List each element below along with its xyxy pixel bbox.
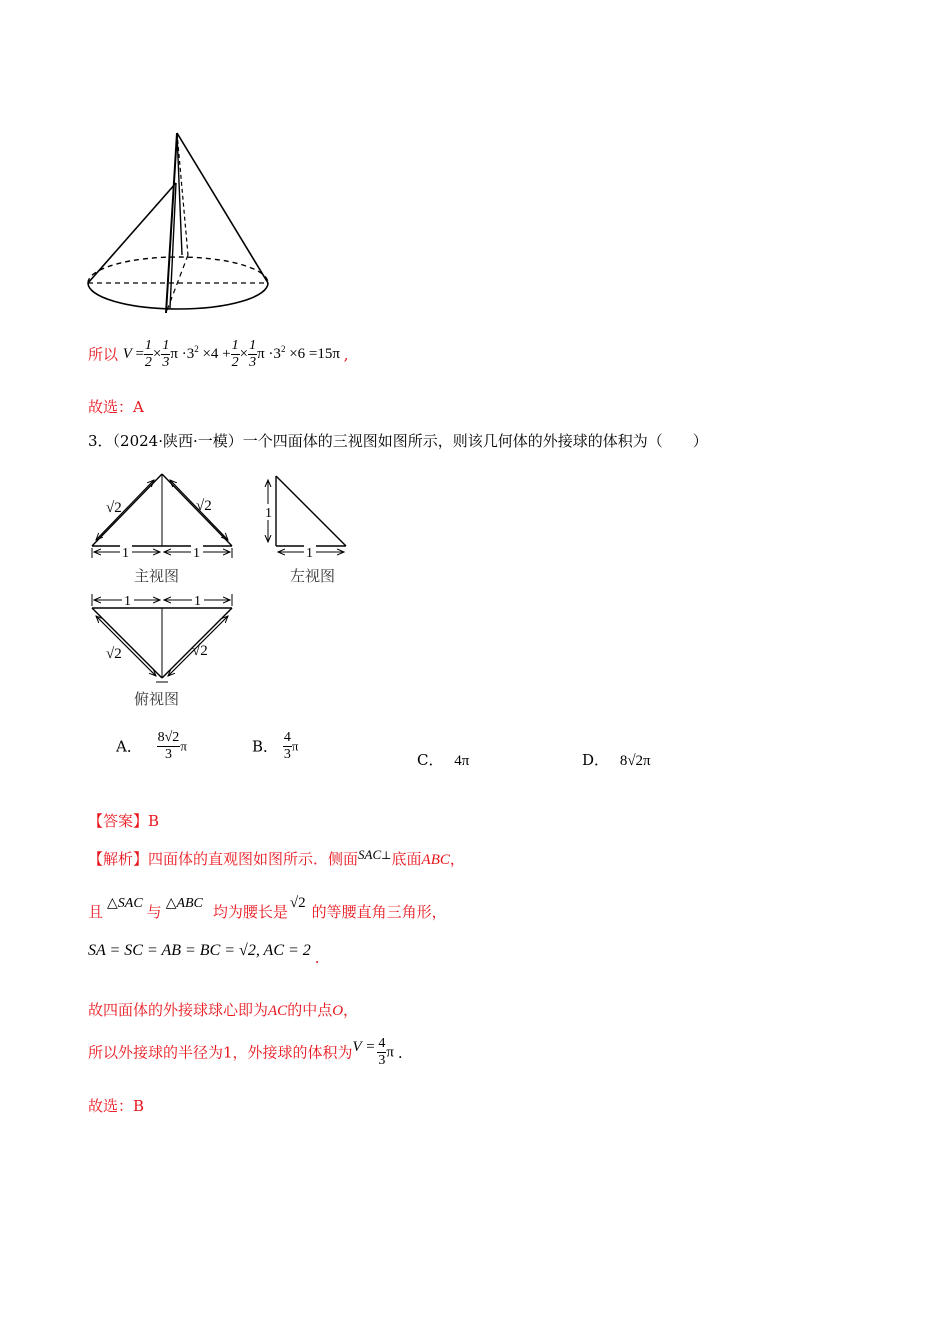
top-view <box>92 593 232 708</box>
option-a[interactable] <box>116 730 187 770</box>
cone-inner-solid <box>177 133 182 255</box>
question-text: 一个四面体的三视图如图所示，则该几何体的外接球的体积为（ ） <box>242 432 708 450</box>
analysis-line-5 <box>88 1036 403 1076</box>
top-sqrt2-right: √2 <box>192 643 208 659</box>
volume-formula <box>122 338 344 370</box>
option-b[interactable] <box>252 730 298 770</box>
question-source: （2024·陕西·一模） <box>112 432 243 450</box>
option-a-letter: A． <box>116 737 142 756</box>
option-b-pi: π <box>291 738 299 754</box>
half-cone-left-edge <box>88 183 176 283</box>
answer-value: B <box>148 812 160 830</box>
analysis-l5-pi: π <box>386 1044 394 1061</box>
option-a-pi: π <box>180 738 187 754</box>
front-sqrt2-right: √2 <box>196 498 212 514</box>
analysis-l1-text2: 底面 <box>391 850 422 868</box>
left-view <box>263 476 346 585</box>
option-d-letter: D． <box>582 751 610 769</box>
question-number: 3． <box>88 432 113 450</box>
analysis-l2-sqrt2: √2 <box>289 895 306 911</box>
analysis-l4-comma: ， <box>343 1001 359 1019</box>
analysis-label: 【解析】 <box>88 850 149 868</box>
left-view-caption: 左视图 <box>290 569 336 585</box>
analysis-l1-comma: ， <box>449 850 465 868</box>
option-b-frac <box>283 730 292 763</box>
analysis-l2-and: 且 <box>88 903 104 921</box>
cone-base-front <box>88 283 268 309</box>
option-c[interactable] <box>417 750 469 771</box>
option-d-text: 8√2π <box>619 753 651 769</box>
analysis-l5-num: 4 <box>378 1036 386 1051</box>
prev-choose: 故选：A <box>88 398 144 416</box>
three-views-figure <box>82 468 362 713</box>
front-len-1-right: 1 <box>193 546 200 561</box>
analysis-l3-period: . <box>314 949 320 967</box>
cone-figure <box>84 128 274 318</box>
answer-line <box>88 811 159 831</box>
analysis-l5-frac <box>377 1036 386 1069</box>
top-view-caption: 俯视图 <box>134 692 180 708</box>
analysis-l5-v: V = <box>352 1038 376 1055</box>
option-b-num: 4 <box>283 730 291 745</box>
analysis-l1-sac: SAC <box>358 847 382 862</box>
analysis-l2-with: 与 <box>146 903 162 921</box>
analysis-line-3 <box>88 940 320 968</box>
top-len-1-right: 1 <box>194 594 201 609</box>
front-view <box>92 474 232 585</box>
cone-inner-dashed <box>177 133 188 255</box>
analysis-l4-o: O <box>332 1003 344 1019</box>
analysis-l2-text: 均为腰长是 <box>212 903 288 921</box>
front-sqrt2-left: √2 <box>106 500 122 516</box>
analysis-l4-text2: 的中点 <box>287 1001 333 1019</box>
answer-label: 【答案】 <box>88 812 149 830</box>
option-a-den: 3 <box>164 747 172 762</box>
option-a-frac <box>157 730 181 763</box>
volume-suffix: , <box>343 345 349 364</box>
analysis-l2-text2: 的等腰直角三角形， <box>311 903 447 921</box>
analysis-l2-tri-sac: △SAC <box>107 896 143 911</box>
analysis-l5-period: . <box>397 1043 403 1062</box>
question-3-stem <box>88 431 708 451</box>
option-a-num: 8√2 <box>157 730 180 745</box>
analysis-l1-abc: ABC <box>421 852 450 868</box>
left-len-1-vertical: 1 <box>265 506 272 521</box>
top-len-1-left: 1 <box>124 594 131 609</box>
analysis-l1-text: 四面体的直观图如图所示．侧面 <box>148 850 359 868</box>
left-len-1-horizontal: 1 <box>306 546 313 561</box>
volume-formula-text <box>0 0 1 1</box>
analysis-l4-text: 故四面体的外接球球心即为 <box>88 1001 269 1019</box>
front-view-caption: 主视图 <box>134 569 180 585</box>
top-sqrt2-left: √2 <box>106 646 122 662</box>
analysis-l5-den: 3 <box>378 1053 386 1068</box>
volume-line <box>88 338 348 378</box>
analysis-l3-equation: SA = SC = AB = BC = √2, AC = 2 <box>88 942 311 959</box>
analysis-line-1 <box>88 845 465 870</box>
option-d[interactable] <box>582 750 651 771</box>
analysis-choose: 故选：B <box>88 1097 145 1115</box>
option-c-text: 4π <box>454 753 470 769</box>
option-c-letter: C． <box>417 751 444 769</box>
analysis-l1-perp: ⊥ <box>381 849 392 862</box>
analysis-line-4 <box>88 1000 358 1021</box>
cone-base-back <box>88 257 268 283</box>
analysis-line-2 <box>88 893 447 922</box>
option-b-den: 3 <box>283 747 291 762</box>
front-len-1-left: 1 <box>122 546 129 561</box>
analysis-l4-ac: AC <box>268 1003 288 1019</box>
analysis-l2-tri-abc: △ABC <box>165 896 203 911</box>
volume-formula-visual: V = $\frac{1}{2}$ × $\frac{1}{3}$ $\pi \cdot 3^2 \times 4$ + $\frac{1}{2}$ × $\frac{1}{3}$ $\pi \cdot 3^2 \times 6 =15\pi$ <box>122 338 340 370</box>
option-b-letter: B． <box>252 737 279 756</box>
volume-prefix: 所以 <box>88 345 119 364</box>
analysis-l5-text: 所以外接球的半径为1，外接球的体积为 <box>88 1043 353 1062</box>
cone-right-edge <box>177 133 268 283</box>
